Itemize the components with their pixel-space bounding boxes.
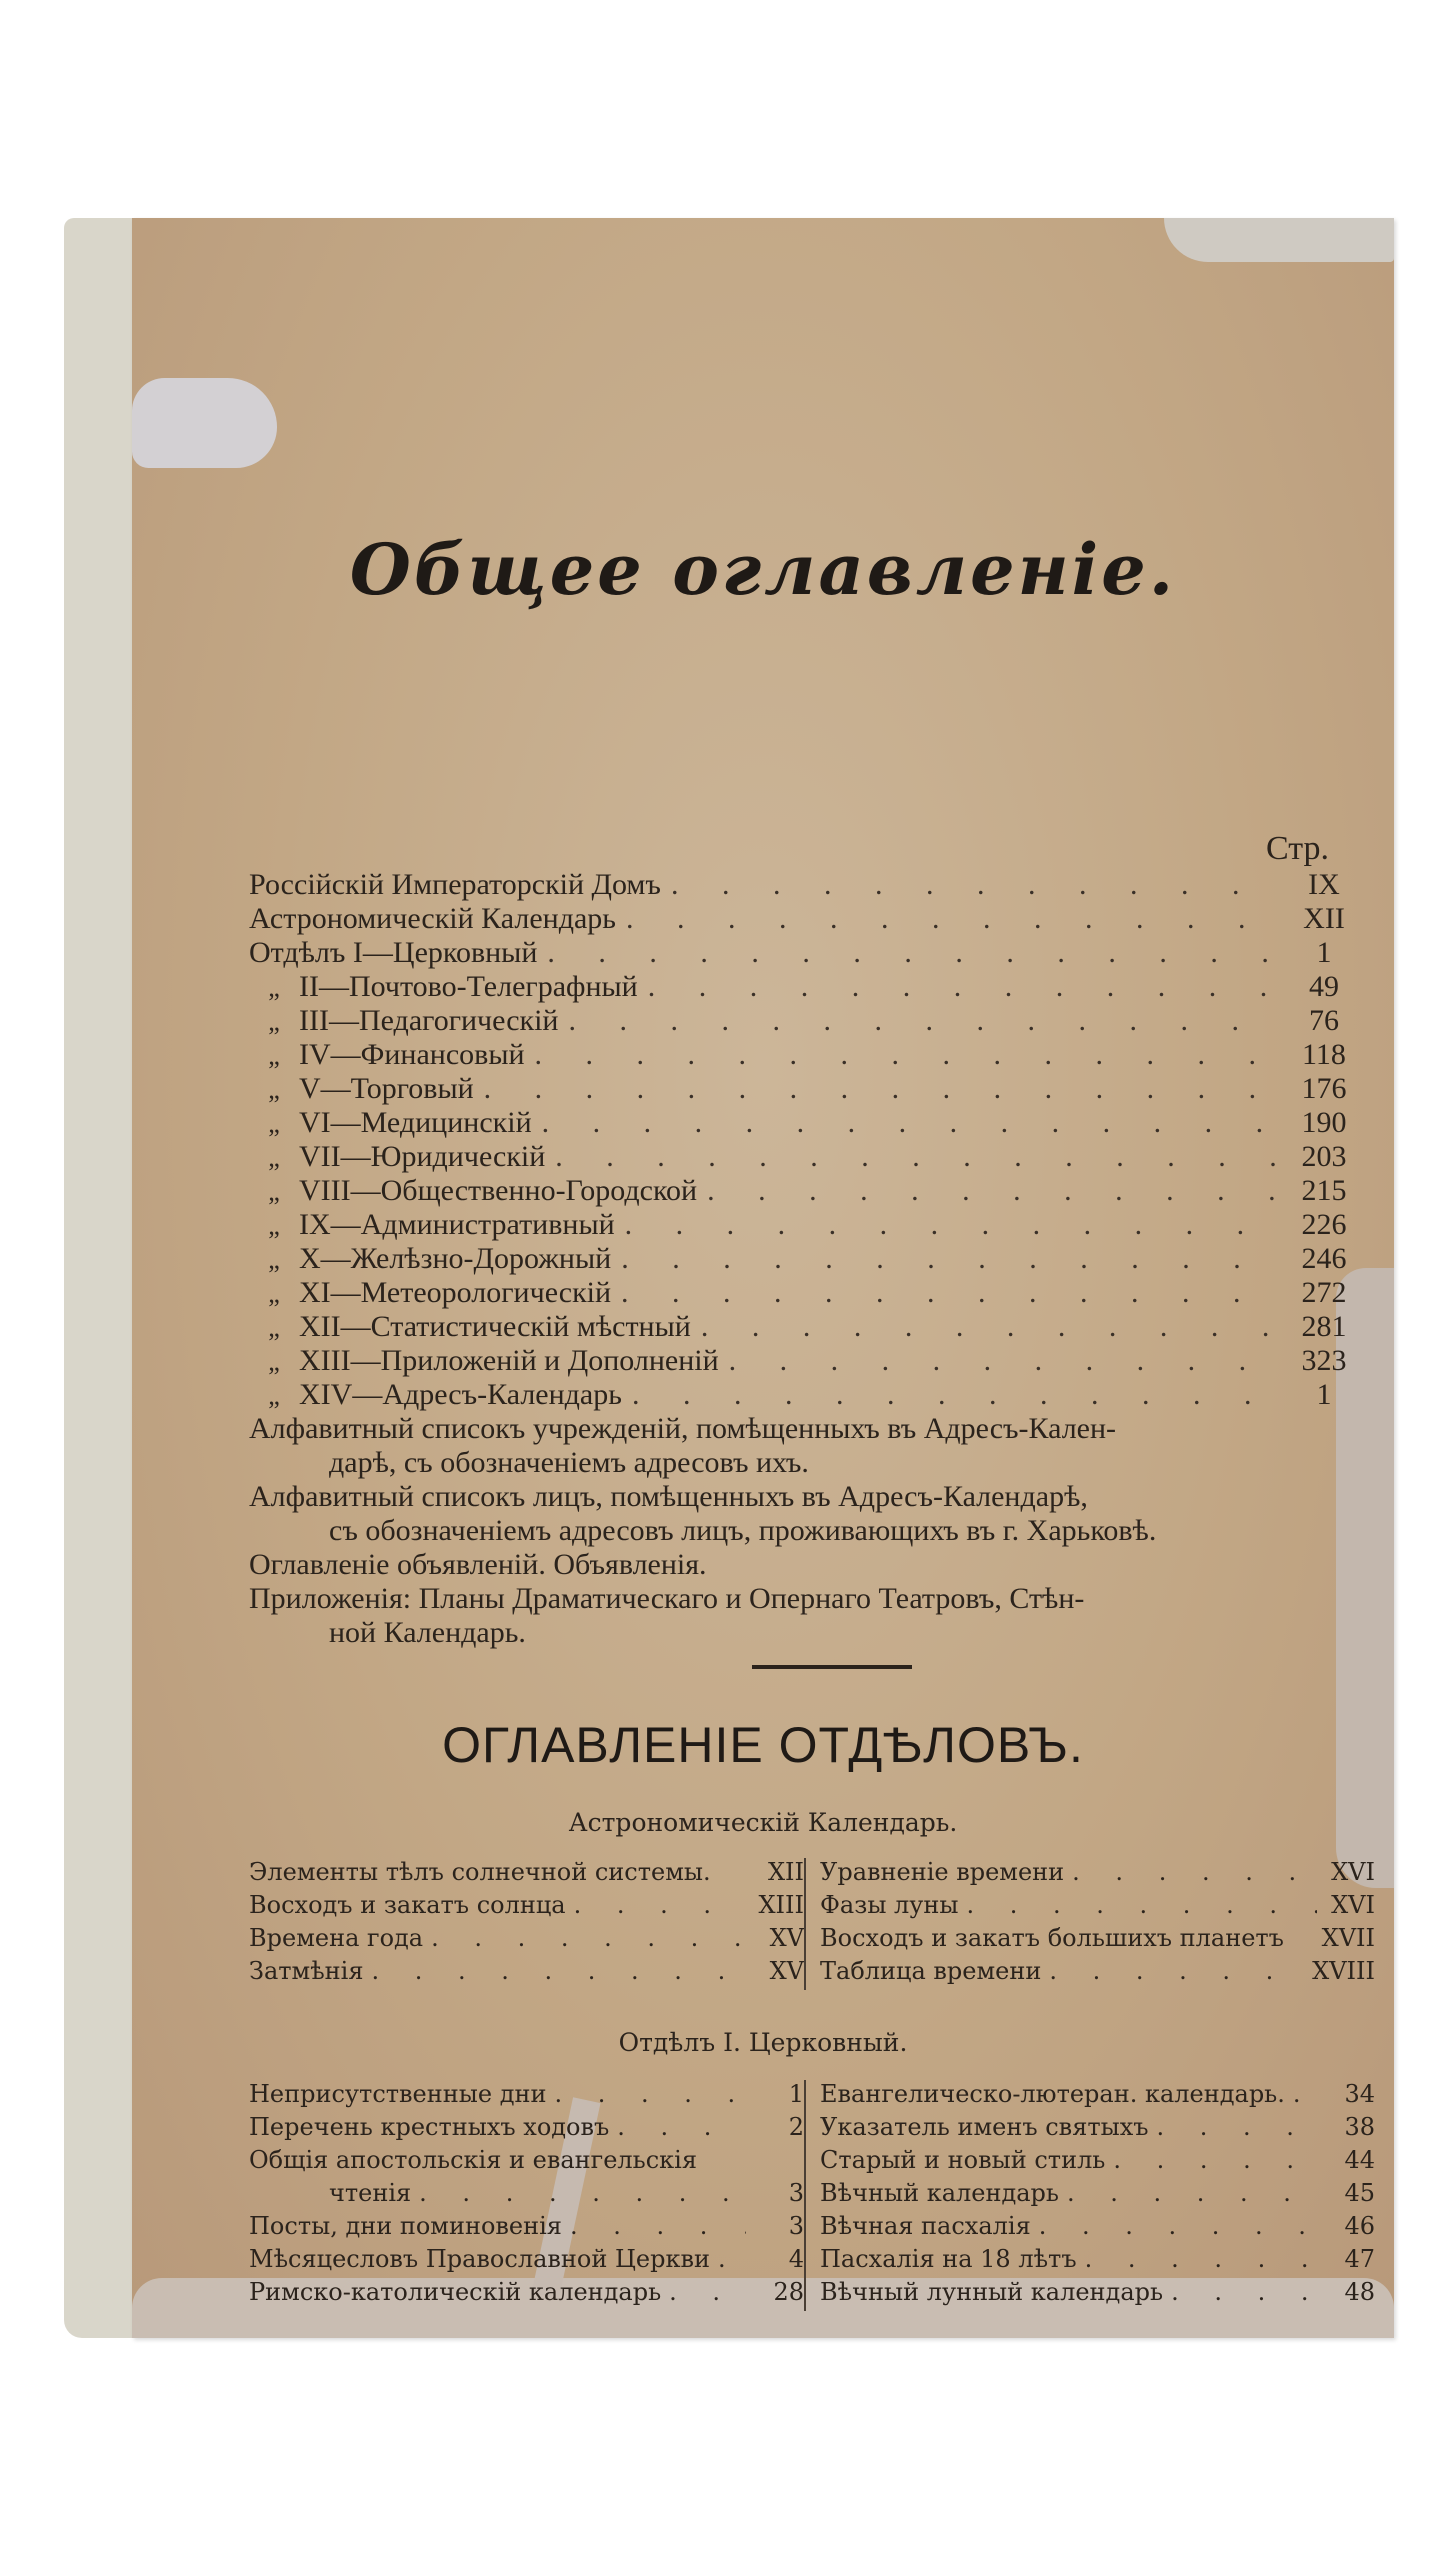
toc-row bbox=[249, 902, 1359, 936]
index-label: Неприсутственные дни bbox=[249, 2080, 547, 2108]
index-row bbox=[249, 2146, 804, 2179]
index-page: 3 bbox=[788, 2179, 804, 2207]
appendix-line: дарѣ, съ обозначеніемъ адресовъ ихъ. bbox=[329, 1446, 809, 1479]
dot-leader bbox=[535, 1038, 1279, 1072]
toc-row bbox=[249, 868, 1359, 902]
dot-leader bbox=[484, 1072, 1279, 1106]
index-page: 28 bbox=[773, 2278, 804, 2306]
ditto-mark: „ bbox=[268, 1381, 280, 1410]
appendix-line: Оглавленіе объявленій. Объявленія. bbox=[249, 1548, 707, 1581]
toc-page: 215 bbox=[1301, 1174, 1347, 1207]
dot-leader bbox=[554, 2080, 746, 2108]
toc-page: 1 bbox=[1316, 1378, 1332, 1411]
index-page: 4 bbox=[788, 2245, 804, 2273]
index-label: Евангелическо-лютеран. календарь. bbox=[820, 2080, 1285, 2108]
index-row bbox=[820, 1858, 1375, 1891]
dot-leader bbox=[671, 868, 1279, 902]
index-row bbox=[249, 1891, 804, 1924]
church-title: Отдѣлъ I. Церковный. bbox=[618, 2028, 908, 2057]
dot-leader bbox=[1049, 1957, 1304, 1985]
toc-label: VIII—Общественно-Городской bbox=[299, 1174, 698, 1207]
toc-page: 323 bbox=[1301, 1344, 1347, 1377]
dot-leader bbox=[621, 1242, 1279, 1276]
toc-label: VII—Юридическій bbox=[299, 1140, 546, 1173]
index-row bbox=[249, 2278, 804, 2311]
index-row bbox=[249, 2245, 804, 2278]
dot-leader bbox=[431, 1924, 746, 1952]
dot-leader bbox=[625, 1208, 1279, 1242]
index-row bbox=[249, 2179, 804, 2212]
dot-leader bbox=[372, 1957, 747, 1985]
dot-leader bbox=[555, 1140, 1279, 1174]
dot-leader bbox=[1072, 1858, 1317, 1886]
index-label: Фазы луны bbox=[820, 1891, 959, 1919]
index-page: 45 bbox=[1344, 2179, 1375, 2207]
page-column-label: Стр. bbox=[1265, 830, 1329, 867]
ditto-mark: „ bbox=[268, 1041, 280, 1070]
index-page: XIII bbox=[758, 1891, 804, 1919]
dot-leader bbox=[1171, 2278, 1317, 2306]
appendix-line: Алфавитный списокъ лицъ, помѣщенныхъ въ Адресъ-Календарѣ, bbox=[249, 1480, 1088, 1513]
index-row bbox=[820, 2212, 1375, 2245]
church-table bbox=[249, 2080, 1374, 2311]
index-page: 44 bbox=[1344, 2146, 1375, 2174]
index-page: XV bbox=[769, 1957, 804, 1985]
toc-label: Россійскій Императорскій Домъ bbox=[249, 868, 661, 901]
index-row bbox=[249, 1924, 804, 1957]
appendix-item bbox=[249, 1548, 1359, 1582]
index-row bbox=[820, 2179, 1375, 2212]
toc-label: II—Почтово-Телеграфный bbox=[299, 970, 638, 1003]
dot-leader bbox=[648, 970, 1279, 1004]
ditto-mark: „ bbox=[268, 973, 280, 1002]
toc-label: XIV—Адресъ-Календарь bbox=[299, 1378, 622, 1411]
toc-row bbox=[249, 970, 1359, 1004]
index-row bbox=[820, 2146, 1375, 2179]
dot-leader bbox=[621, 1276, 1279, 1310]
index-row bbox=[249, 2113, 804, 2146]
toc-label: Астрономическій Календарь bbox=[249, 902, 616, 935]
index-page: 47 bbox=[1344, 2245, 1375, 2273]
dot-leader bbox=[729, 1344, 1279, 1378]
index-row bbox=[820, 2113, 1375, 2146]
ditto-mark: „ bbox=[268, 1075, 280, 1104]
toc-page: 272 bbox=[1301, 1276, 1347, 1309]
page-title: Общее оглавленіе. bbox=[349, 528, 1177, 611]
index-row bbox=[820, 1924, 1375, 1957]
paper-tear bbox=[1164, 218, 1394, 262]
index-label: Старый и новый стиль bbox=[820, 2146, 1106, 2174]
toc-label: XIII—Приложеній и Дополненій bbox=[299, 1344, 719, 1377]
sections-title: ОГЛАВЛЕНІЕ ОТДѢЛОВЪ. bbox=[442, 1717, 1084, 1773]
paper-tear bbox=[132, 378, 277, 468]
toc-page: 190 bbox=[1301, 1106, 1347, 1139]
toc-page: IX bbox=[1308, 868, 1340, 901]
toc-row bbox=[249, 1140, 1359, 1174]
dot-leader bbox=[617, 2113, 746, 2141]
dot-leader bbox=[419, 2179, 746, 2207]
index-page: XVIII bbox=[1312, 1957, 1375, 1985]
index-label: Вѣчный лунный календарь bbox=[820, 2278, 1164, 2306]
dot-leader bbox=[669, 2278, 746, 2306]
index-row bbox=[820, 1957, 1375, 1990]
index-row bbox=[249, 2080, 804, 2113]
appendix-item bbox=[249, 1582, 1359, 1650]
index-page: 38 bbox=[1344, 2113, 1375, 2141]
dot-leader bbox=[1113, 2146, 1317, 2174]
index-label: Затмѣнія bbox=[249, 1957, 364, 1985]
index-label: Общія апостольскія и евангельскія bbox=[249, 2146, 697, 2174]
general-toc bbox=[249, 830, 1359, 1650]
index-label: Уравненіе времени bbox=[820, 1858, 1065, 1886]
dot-leader bbox=[626, 902, 1279, 936]
ditto-mark: „ bbox=[268, 1245, 280, 1274]
dot-leader bbox=[1039, 2212, 1317, 2240]
index-row bbox=[820, 2245, 1375, 2278]
ditto-mark: „ bbox=[268, 1313, 280, 1342]
toc-label: X—Желѣзно-Дорожный bbox=[299, 1242, 612, 1275]
toc-page: 76 bbox=[1309, 1004, 1339, 1037]
index-row bbox=[249, 1858, 804, 1891]
toc-page: 246 bbox=[1301, 1242, 1347, 1275]
toc-label: XI—Метеорологическій bbox=[299, 1276, 612, 1309]
index-label: Элементы тѣлъ солнечной системы. bbox=[249, 1858, 711, 1886]
ditto-mark: „ bbox=[268, 1109, 280, 1138]
index-label: Посты, дни поминовенія bbox=[249, 2212, 562, 2240]
ditto-mark: „ bbox=[268, 1211, 280, 1240]
toc-label: IX—Административный bbox=[299, 1208, 615, 1241]
toc-row bbox=[249, 1276, 1359, 1310]
toc-label: Отдѣлъ I—Церковный bbox=[249, 936, 538, 969]
toc-page: 1 bbox=[1316, 936, 1332, 969]
toc-label: XII—Статистическій мѣстный bbox=[299, 1310, 691, 1343]
index-page: XVI bbox=[1331, 1858, 1375, 1886]
toc-row bbox=[249, 1344, 1359, 1378]
index-page: XVII bbox=[1321, 1924, 1375, 1952]
index-label: Указатель именъ святыхъ bbox=[820, 2113, 1149, 2141]
toc-label: III—Педагогическій bbox=[299, 1004, 559, 1037]
toc-row bbox=[249, 1004, 1359, 1038]
toc-label: IV—Финансовый bbox=[299, 1038, 525, 1071]
dot-leader bbox=[1067, 2179, 1317, 2207]
toc-row bbox=[249, 1378, 1359, 1412]
ditto-mark: „ bbox=[268, 1347, 280, 1376]
dot-leader bbox=[701, 1310, 1279, 1344]
dot-leader bbox=[574, 1891, 746, 1919]
appendix-line: съ обозначеніемъ адресовъ лицъ, проживающихъ въ г. Харьковѣ. bbox=[329, 1514, 1157, 1547]
index-label: чтенія bbox=[329, 2179, 412, 2207]
appendix-line: Приложенія: Планы Драматическаго и Опернаго Театровъ, Стѣн- bbox=[249, 1582, 1085, 1615]
index-label: Времена года bbox=[249, 1924, 424, 1952]
index-page: 1 bbox=[788, 2080, 804, 2108]
toc-label: V—Торговый bbox=[299, 1072, 474, 1105]
toc-page: XII bbox=[1303, 902, 1345, 935]
toc-row bbox=[249, 1310, 1359, 1344]
appendix-line: Алфавитный списокъ учрежденій, помѣщенныхъ въ Адресъ-Кален- bbox=[249, 1412, 1117, 1445]
toc-page: 118 bbox=[1302, 1038, 1346, 1071]
ditto-mark: „ bbox=[268, 1177, 280, 1206]
appendix-item bbox=[249, 1480, 1359, 1548]
ditto-mark: „ bbox=[268, 1279, 280, 1308]
index-page: XVI bbox=[1331, 1891, 1375, 1919]
toc-row bbox=[249, 1242, 1359, 1276]
index-label: Пасхалія на 18 лѣтъ bbox=[820, 2245, 1077, 2273]
index-label: Восходъ и закатъ солнца bbox=[249, 1891, 566, 1919]
toc-row bbox=[249, 936, 1359, 970]
divider bbox=[752, 1665, 912, 1669]
appendix-list bbox=[249, 1412, 1359, 1650]
toc-page: 226 bbox=[1301, 1208, 1347, 1241]
index-page: XV bbox=[769, 1924, 804, 1952]
astro-title: Астрономическій Календарь. bbox=[568, 1808, 958, 1837]
index-page: 34 bbox=[1344, 2080, 1375, 2108]
toc-page: 281 bbox=[1301, 1310, 1347, 1343]
dot-leader bbox=[542, 1106, 1279, 1140]
index-row bbox=[249, 1957, 804, 1990]
index-row bbox=[820, 2278, 1375, 2311]
index-label: Вѣчный календарь bbox=[820, 2179, 1059, 2207]
dot-leader bbox=[707, 1174, 1279, 1208]
index-row bbox=[249, 2212, 804, 2245]
dot-leader bbox=[967, 1891, 1317, 1919]
index-page: 46 bbox=[1344, 2212, 1375, 2240]
dot-leader bbox=[547, 936, 1279, 970]
toc-page: 203 bbox=[1301, 1140, 1347, 1173]
dot-leader bbox=[1085, 2245, 1317, 2273]
appendix-line: ной Календарь. bbox=[329, 1616, 526, 1649]
index-label: Вѣчная пасхалія bbox=[820, 2212, 1031, 2240]
toc-row bbox=[249, 1072, 1359, 1106]
toc-label: VI—Медицинскій bbox=[299, 1106, 532, 1139]
appendix-item bbox=[249, 1412, 1359, 1480]
toc-page: 49 bbox=[1309, 970, 1339, 1003]
index-label: Восходъ и закатъ большихъ планетъ bbox=[820, 1924, 1284, 1952]
toc-row bbox=[249, 1208, 1359, 1242]
index-label: Таблица времени bbox=[820, 1957, 1042, 1985]
toc-page: 176 bbox=[1301, 1072, 1347, 1105]
index-row bbox=[820, 1891, 1375, 1924]
toc-row bbox=[249, 1174, 1359, 1208]
ditto-mark: „ bbox=[268, 1143, 280, 1172]
index-label: Мѣсяцесловъ Православной Церкви bbox=[249, 2245, 710, 2273]
dot-leader bbox=[568, 1004, 1279, 1038]
toc-row bbox=[249, 1106, 1359, 1140]
ditto-mark: „ bbox=[268, 1007, 280, 1036]
index-label: Римско-католическій календарь bbox=[249, 2278, 662, 2306]
dot-leader bbox=[718, 2245, 746, 2273]
dot-leader bbox=[1157, 2113, 1317, 2141]
dot-leader bbox=[1293, 2080, 1317, 2108]
index-page: 48 bbox=[1344, 2278, 1375, 2306]
book-page bbox=[132, 218, 1394, 2338]
dot-leader bbox=[632, 1378, 1279, 1412]
index-label: Перечень крестныхъ ходовъ bbox=[249, 2113, 610, 2141]
index-page: XII bbox=[767, 1858, 804, 1886]
toc-row bbox=[249, 1038, 1359, 1072]
dot-leader bbox=[570, 2212, 746, 2240]
index-page: 2 bbox=[788, 2113, 804, 2141]
index-page: 3 bbox=[788, 2212, 804, 2240]
astro-table bbox=[249, 1858, 1374, 1990]
index-row bbox=[820, 2080, 1375, 2113]
